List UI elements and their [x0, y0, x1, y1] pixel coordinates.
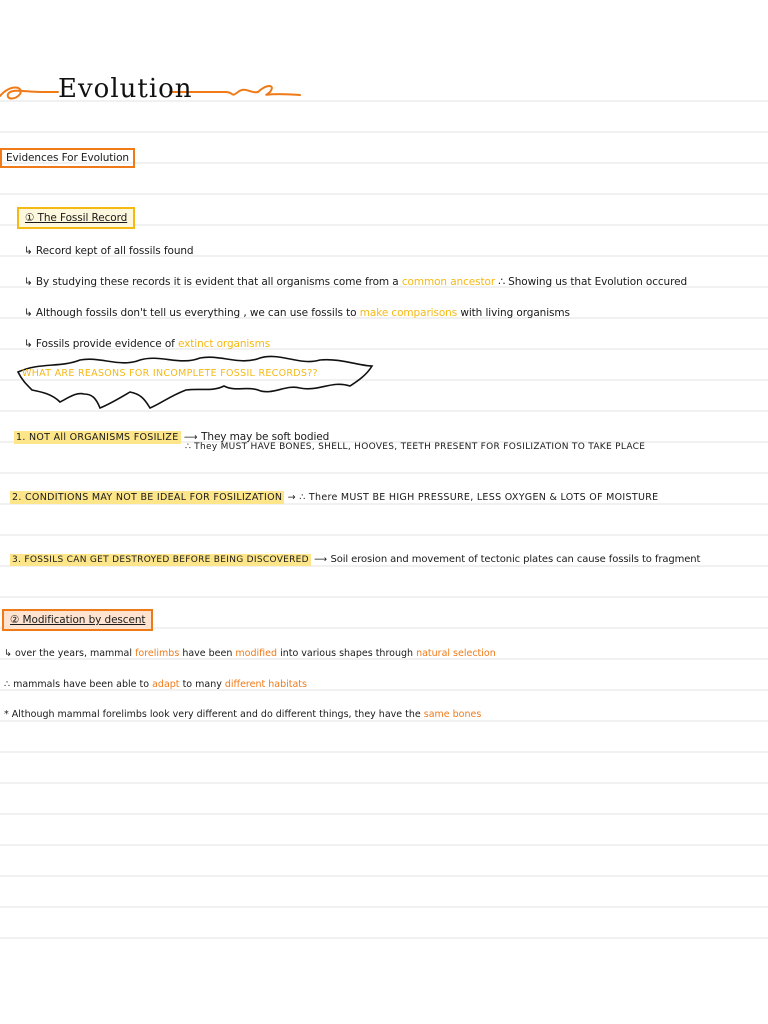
mod-l2-habitats: different habitats	[224, 679, 307, 690]
fossil-bullet-2-text: ↳ By studying these records it is evident that all organisms come from a	[24, 276, 399, 288]
reason-1-arrow: ⟶	[183, 432, 198, 443]
reason-2-text: There MUST BE HIGH PRESSURE, LESS OXYGEN & LOTS OF MOISTURE	[308, 492, 659, 503]
mod-l1-a: ↳ over the years, mammal	[4, 648, 133, 659]
mod-l3-a: * Although mammal forelimbs look very different and do different things, they have the	[4, 709, 421, 720]
mod-l1-c: into various shapes through	[280, 648, 414, 659]
modification-heading: ② Modification by descent	[2, 609, 153, 631]
mod-l1-modified: modified	[235, 648, 278, 659]
reason-3-label: 3. FOSSILS CAN GET DESTROYED BEFORE BEING DISCOVERED	[12, 555, 309, 565]
mod-l3-same-bones: same bones	[423, 709, 482, 720]
mod-l2-b: to many	[182, 679, 222, 690]
modification-line-1	[4, 648, 496, 659]
reason-2-label: 2. CONDITIONS MAY NOT BE IDEAL FOR FOSILIZATION	[12, 492, 283, 503]
wavy-box	[18, 356, 372, 408]
title-flourish-left	[0, 88, 58, 99]
fossil-bullet-1: ↳ Record kept of all fossils found	[24, 245, 194, 257]
reason-1-label: 1. NOT All ORGANISMS FOSILIZE	[16, 432, 179, 443]
fossil-bullet-4	[24, 338, 270, 350]
fossil-bullet-4-text: ↳ Fossils provide evidence of	[24, 338, 175, 350]
fossil-bullet-3	[24, 307, 570, 319]
reason-3	[10, 554, 700, 565]
mod-l1-natural-selection: natural selection	[416, 648, 496, 659]
fossil-bullet-2-highlight: common ancestor	[401, 276, 496, 288]
fossil-bullet-4-highlight: extinct organisms	[178, 338, 271, 350]
modification-line-3	[4, 709, 481, 720]
reason-2-arrow: → ∴	[287, 492, 306, 503]
fossil-record-heading: ① The Fossil Record	[17, 207, 135, 229]
fossil-bullet-2-tail: ∴ Showing us that Evolution occured	[498, 276, 688, 288]
mod-l1-b: have been	[182, 648, 233, 659]
reason-1-text: They may be soft bodied	[201, 431, 330, 443]
reason-3-text: Soil erosion and movement of tectonic plates can cause fossils to fragment	[330, 554, 701, 565]
fossil-question: WHAT ARE REASONS FOR INCOMPLETE FOSSIL RECORDS??	[22, 368, 318, 379]
page-title: Evolution	[58, 74, 193, 104]
mod-l2-a: ∴ mammals have been able to	[4, 679, 150, 690]
modification-line-2	[4, 679, 307, 690]
fossil-bullet-3-highlight: make comparisons	[359, 307, 458, 319]
reason-2	[10, 492, 658, 503]
fossil-bullet-3-tail: with living organisms	[460, 307, 570, 319]
reason-3-arrow: ⟶	[314, 555, 328, 565]
reason-1-detail: ∴ They MUST HAVE BONES, SHELL, HOOVES, TEETH PRESENT FOR FOSILIZATION TO TAKE PLACE	[185, 442, 646, 452]
fossil-bullet-2	[24, 276, 687, 288]
fossil-bullet-3-text: ↳ Although fossils don't tell us everything , we can use fossils to	[24, 307, 357, 319]
section-heading: Evidences For Evolution	[0, 148, 135, 168]
mod-l2-adapt: adapt	[152, 679, 180, 690]
mod-l1-forelimbs: forelimbs	[135, 648, 180, 659]
